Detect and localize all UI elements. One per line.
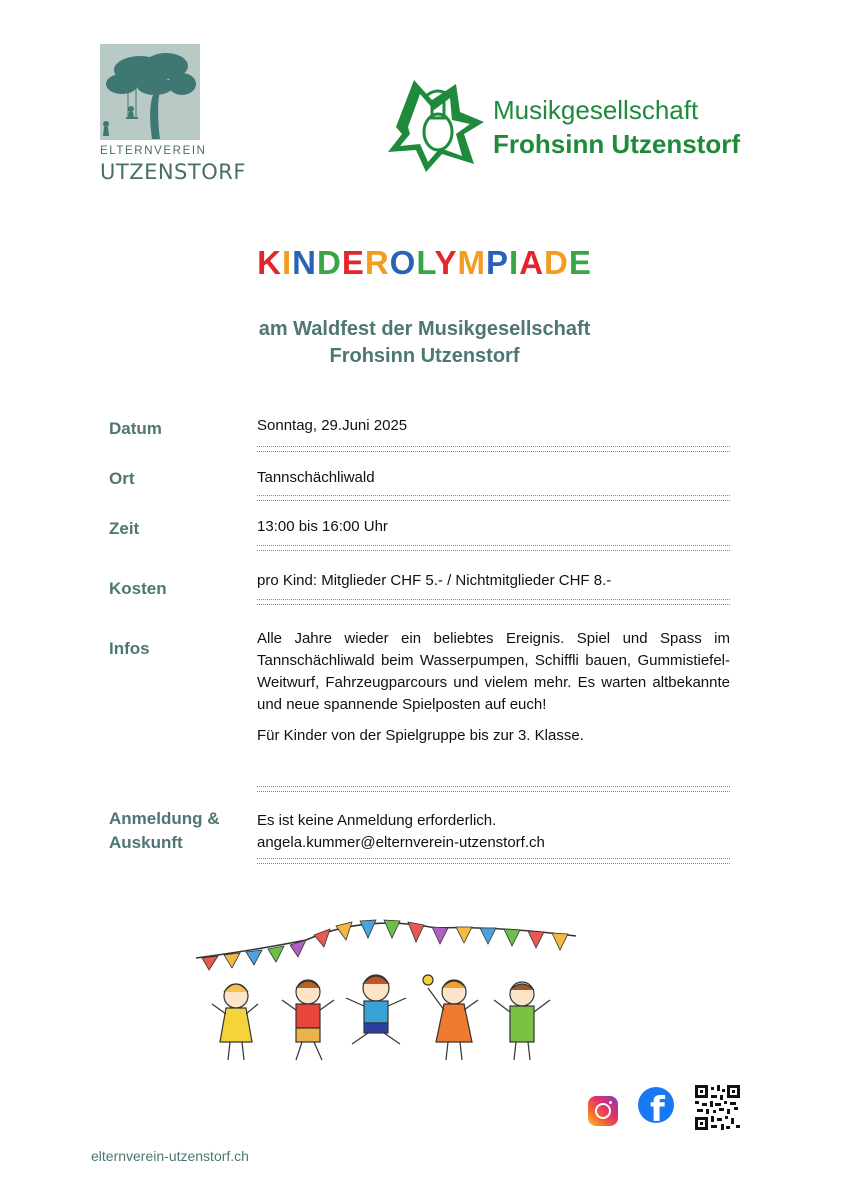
title-letter: N xyxy=(292,244,317,281)
subtitle-line2: Frohsinn Utzenstorf xyxy=(329,345,520,367)
ort-label: Ort xyxy=(109,469,135,488)
infos-text xyxy=(257,628,730,747)
title-letter: A xyxy=(519,244,545,281)
footer-website-link[interactable]: elternverein-utzenstorf.ch xyxy=(91,1148,249,1164)
divider xyxy=(257,446,730,452)
kosten-value: pro Kind: Mitglieder CHF 5.- / Nichtmitglieder CHF 8.- xyxy=(257,572,612,589)
tree-swing-icon xyxy=(100,44,200,140)
musikgesellschaft-logo-line2: Frohsinn Utzenstorf xyxy=(493,129,740,159)
infos-label: Infos xyxy=(109,639,150,658)
title-letter: L xyxy=(416,244,435,281)
anmeldung-note: Es ist keine Anmeldung erforderlich. xyxy=(257,812,497,829)
contact-email[interactable]: angela.kummer@elternverein-utzenstorf.ch xyxy=(257,834,545,851)
title-letter: M xyxy=(457,244,486,281)
divider xyxy=(257,545,730,551)
facebook-icon[interactable]: f xyxy=(638,1087,674,1123)
musikgesellschaft-logo-line1: Musikgesellschaft xyxy=(493,95,699,125)
title-letter: K xyxy=(257,244,282,281)
zeit-label: Zeit xyxy=(109,519,140,538)
instagram-icon[interactable] xyxy=(588,1096,618,1126)
zeit-value: 13:00 bis 16:00 Uhr xyxy=(257,518,388,535)
musikgesellschaft-logo xyxy=(386,72,746,172)
infos-paragraph: Alle Jahre wieder ein beliebtes Ereignis. Spiel und Spass im Tannschächliwald beim Wasserpumpen, Schiffli bauen, Gummistiefel-Weitwurf, Fahrzeugparcours und vielem mehr. Es warten altbekannte und neue spannende Spielposten auf euch! xyxy=(257,630,730,713)
title-letter: Y xyxy=(434,244,458,281)
elternverein-logo xyxy=(100,44,246,192)
qr-code-icon xyxy=(695,1085,740,1130)
infos-target-group: Für Kinder von der Spielgruppe bis zur 3. Klasse. xyxy=(257,727,584,744)
elternverein-logo-line1: ELTERNVEREIN xyxy=(100,145,207,157)
datum-value: Sonntag, 29.Juni 2025 xyxy=(257,417,408,434)
title-letter: R xyxy=(364,244,390,281)
anmeldung-label-line2: Auskunft xyxy=(109,833,183,852)
divider xyxy=(257,599,730,605)
datum-label: Datum xyxy=(109,419,162,438)
divider xyxy=(257,495,730,501)
divider xyxy=(257,858,730,864)
title-letter: P xyxy=(486,244,510,281)
title-letter: I xyxy=(509,244,520,281)
elternverein-logo-line2: UTZENSTORF xyxy=(100,160,246,184)
subtitle-line1: am Waldfest der Musikgesellschaft xyxy=(258,318,591,340)
divider xyxy=(257,786,730,792)
title-letter: D xyxy=(544,244,569,281)
title-letter: E xyxy=(341,244,365,281)
anmeldung-label xyxy=(109,807,220,855)
anmeldung-value xyxy=(257,810,730,854)
title-letter: I xyxy=(281,244,293,281)
page-subtitle xyxy=(0,316,849,370)
children-bunting-illustration xyxy=(196,918,576,1068)
title-letter: O xyxy=(389,244,417,281)
anmeldung-label-line1: Anmeldung & xyxy=(109,809,220,828)
title-letter: D xyxy=(316,244,342,281)
kosten-label: Kosten xyxy=(109,579,167,598)
title-letter: E xyxy=(568,244,592,281)
ort-value: Tannschächliwald xyxy=(257,469,375,486)
page-title xyxy=(0,244,849,282)
leaf-tuba-icon xyxy=(386,72,486,172)
